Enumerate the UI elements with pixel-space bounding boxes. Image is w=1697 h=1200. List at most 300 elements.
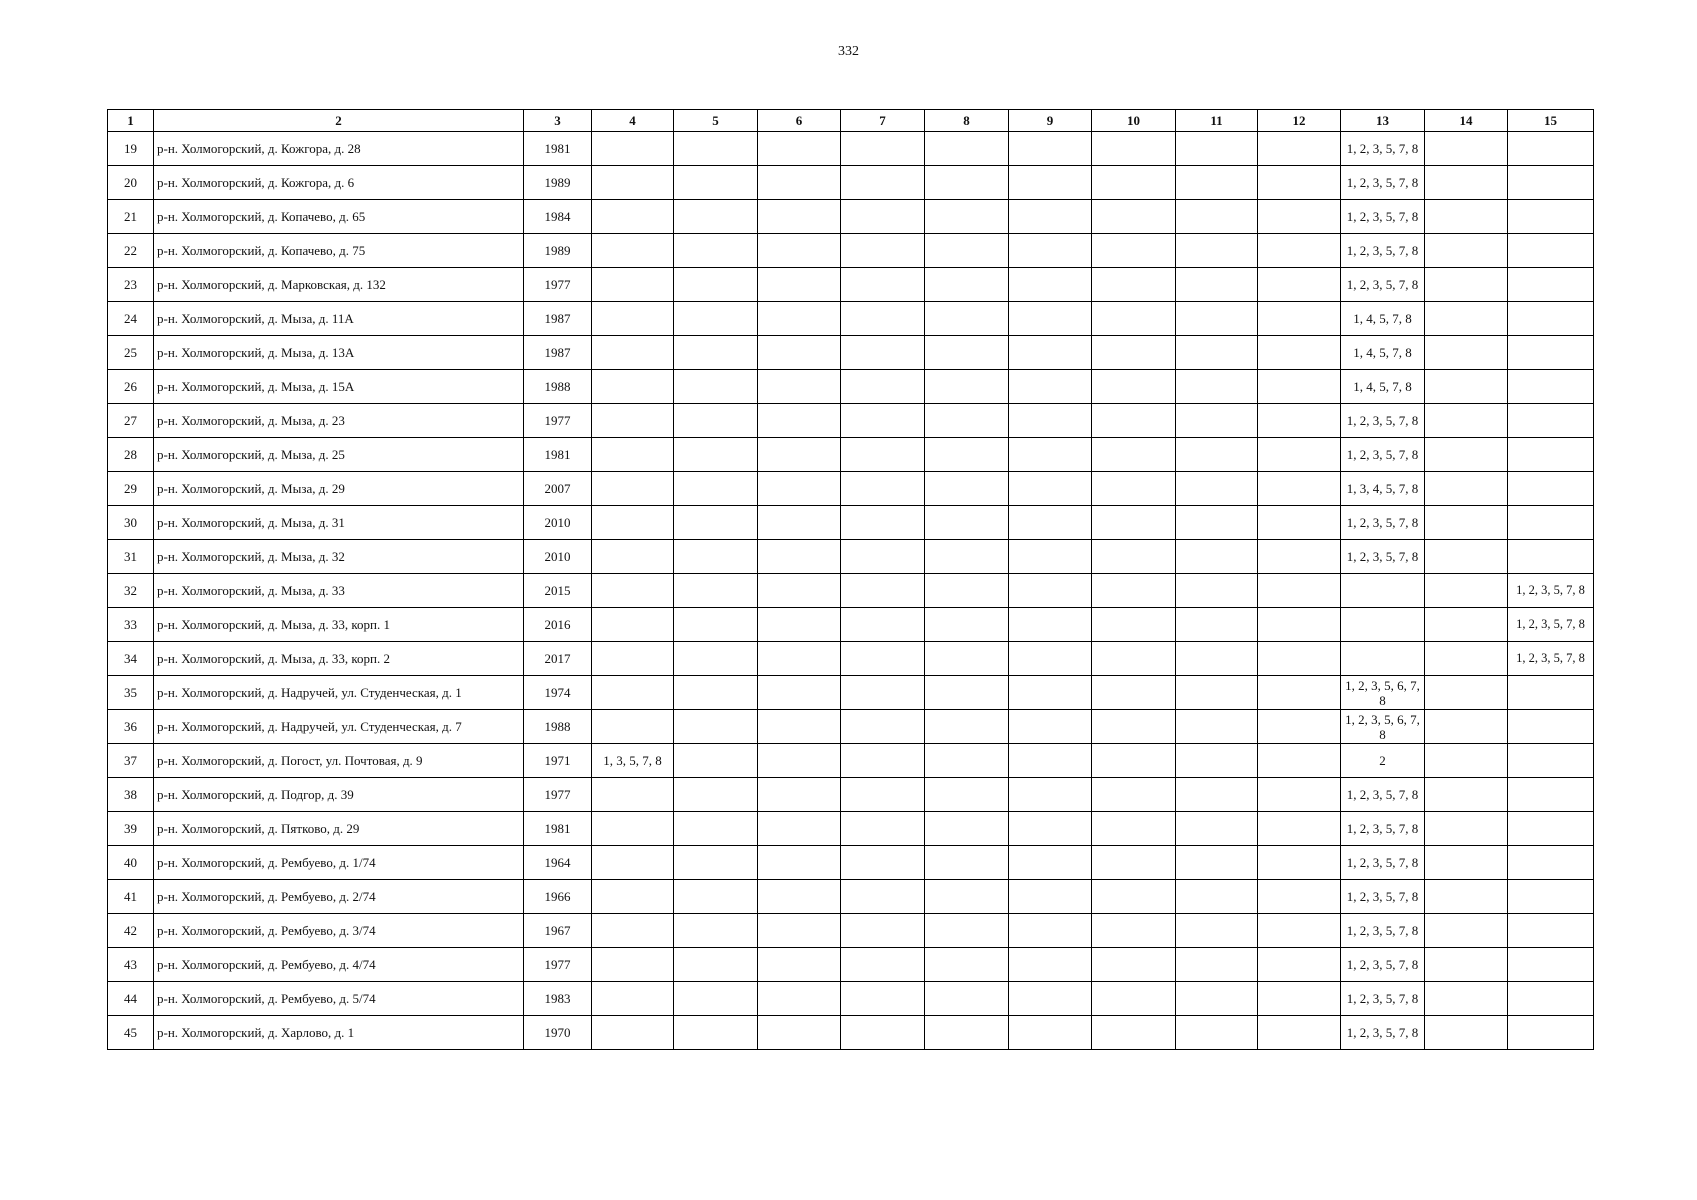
- column-8-cell: [925, 778, 1009, 812]
- column-4-cell: [592, 982, 674, 1016]
- column-5-cell: [674, 370, 758, 404]
- column-6-cell: [758, 778, 841, 812]
- year-cell: 2010: [524, 506, 592, 540]
- column-6-cell: [758, 608, 841, 642]
- column-6-cell: [758, 948, 841, 982]
- table-row: [108, 336, 1594, 370]
- column-10-cell: [1092, 506, 1176, 540]
- column-5-cell: [674, 506, 758, 540]
- column-8-cell: [925, 642, 1009, 676]
- column-10-cell: [1092, 132, 1176, 166]
- column-8-cell: [925, 1016, 1009, 1050]
- table-row: [108, 472, 1594, 506]
- column-12-cell: [1258, 574, 1341, 608]
- column-5-cell: [674, 778, 758, 812]
- column-6-cell: [758, 676, 841, 710]
- column-9-cell: [1009, 370, 1092, 404]
- column-6-cell: [758, 166, 841, 200]
- address-cell: р-н. Холмогорский, д. Мыза, д. 15А: [154, 370, 524, 404]
- address-cell: р-н. Холмогорский, д. Мыза, д. 33: [154, 574, 524, 608]
- column-4-cell: 1, 3, 5, 7, 8: [592, 744, 674, 778]
- address-cell: р-н. Холмогорский, д. Мыза, д. 33, корп. 1: [154, 608, 524, 642]
- column-10-cell: [1092, 370, 1176, 404]
- column-4-cell: [592, 132, 674, 166]
- column-11-cell: [1176, 608, 1258, 642]
- address-cell: р-н. Холмогорский, д. Мыза, д. 33, корп. 2: [154, 642, 524, 676]
- row-number-cell: 42: [108, 914, 154, 948]
- column-10-cell: [1092, 846, 1176, 880]
- column-9-cell: [1009, 506, 1092, 540]
- table-row: [108, 982, 1594, 1016]
- column-12-cell: [1258, 710, 1341, 744]
- column-11-cell: [1176, 336, 1258, 370]
- column-header-11: 11: [1176, 110, 1258, 132]
- column-10-cell: [1092, 268, 1176, 302]
- year-cell: 1981: [524, 812, 592, 846]
- table-row: [108, 132, 1594, 166]
- row-number-cell: 35: [108, 676, 154, 710]
- column-header-7: 7: [841, 110, 925, 132]
- column-6-cell: [758, 370, 841, 404]
- column-4-cell: [592, 778, 674, 812]
- column-15-cell: [1508, 710, 1594, 744]
- column-12-cell: [1258, 1016, 1341, 1050]
- column-13-cell: 1, 2, 3, 5, 7, 8: [1341, 914, 1425, 948]
- column-header-2: 2: [154, 110, 524, 132]
- column-header-9: 9: [1009, 110, 1092, 132]
- column-7-cell: [841, 336, 925, 370]
- column-11-cell: [1176, 642, 1258, 676]
- column-5-cell: [674, 234, 758, 268]
- column-12-cell: [1258, 302, 1341, 336]
- column-9-cell: [1009, 472, 1092, 506]
- row-number-cell: 22: [108, 234, 154, 268]
- column-9-cell: [1009, 948, 1092, 982]
- table-row: [108, 710, 1594, 744]
- column-14-cell: [1425, 880, 1508, 914]
- column-4-cell: [592, 1016, 674, 1050]
- column-8-cell: [925, 472, 1009, 506]
- column-14-cell: [1425, 336, 1508, 370]
- address-cell: р-н. Холмогорский, д. Пятково, д. 29: [154, 812, 524, 846]
- column-header-13: 13: [1341, 110, 1425, 132]
- table-row: [108, 812, 1594, 846]
- column-6-cell: [758, 880, 841, 914]
- column-13-cell: 1, 2, 3, 5, 7, 8: [1341, 880, 1425, 914]
- column-15-cell: 1, 2, 3, 5, 7, 8: [1508, 642, 1594, 676]
- column-5-cell: [674, 744, 758, 778]
- column-12-cell: [1258, 506, 1341, 540]
- column-4-cell: [592, 234, 674, 268]
- header-row: [108, 110, 1594, 132]
- column-11-cell: [1176, 302, 1258, 336]
- column-15-cell: 1, 2, 3, 5, 7, 8: [1508, 608, 1594, 642]
- row-number-cell: 31: [108, 540, 154, 574]
- table-row: [108, 302, 1594, 336]
- column-6-cell: [758, 472, 841, 506]
- row-number-cell: 44: [108, 982, 154, 1016]
- row-number-cell: 39: [108, 812, 154, 846]
- column-6-cell: [758, 302, 841, 336]
- column-13-cell: 1, 2, 3, 5, 7, 8: [1341, 166, 1425, 200]
- column-6-cell: [758, 914, 841, 948]
- column-11-cell: [1176, 880, 1258, 914]
- column-12-cell: [1258, 166, 1341, 200]
- row-number-cell: 36: [108, 710, 154, 744]
- column-15-cell: [1508, 880, 1594, 914]
- column-4-cell: [592, 846, 674, 880]
- column-4-cell: [592, 812, 674, 846]
- column-11-cell: [1176, 778, 1258, 812]
- row-number-cell: 19: [108, 132, 154, 166]
- column-5-cell: [674, 982, 758, 1016]
- column-9-cell: [1009, 404, 1092, 438]
- year-cell: 2010: [524, 540, 592, 574]
- address-cell: р-н. Холмогорский, д. Мыза, д. 29: [154, 472, 524, 506]
- column-13-cell: 1, 2, 3, 5, 6, 7, 8: [1341, 710, 1425, 744]
- address-cell: р-н. Холмогорский, д. Мыза, д. 32: [154, 540, 524, 574]
- column-6-cell: [758, 710, 841, 744]
- column-10-cell: [1092, 336, 1176, 370]
- address-cell: р-н. Холмогорский, д. Мыза, д. 23: [154, 404, 524, 438]
- column-15-cell: [1508, 438, 1594, 472]
- column-8-cell: [925, 710, 1009, 744]
- column-4-cell: [592, 302, 674, 336]
- column-8-cell: [925, 132, 1009, 166]
- column-8-cell: [925, 744, 1009, 778]
- column-14-cell: [1425, 438, 1508, 472]
- column-12-cell: [1258, 846, 1341, 880]
- column-7-cell: [841, 778, 925, 812]
- column-5-cell: [674, 880, 758, 914]
- column-11-cell: [1176, 914, 1258, 948]
- row-number-cell: 32: [108, 574, 154, 608]
- year-cell: 1989: [524, 166, 592, 200]
- column-9-cell: [1009, 846, 1092, 880]
- column-7-cell: [841, 880, 925, 914]
- row-number-cell: 20: [108, 166, 154, 200]
- column-15-cell: [1508, 744, 1594, 778]
- address-cell: р-н. Холмогорский, д. Мыза, д. 13А: [154, 336, 524, 370]
- column-header-15: 15: [1508, 110, 1594, 132]
- column-4-cell: [592, 506, 674, 540]
- column-8-cell: [925, 812, 1009, 846]
- column-8-cell: [925, 438, 1009, 472]
- row-number-cell: 21: [108, 200, 154, 234]
- column-4-cell: [592, 948, 674, 982]
- column-header-5: 5: [674, 110, 758, 132]
- year-cell: 1983: [524, 982, 592, 1016]
- column-7-cell: [841, 438, 925, 472]
- column-14-cell: [1425, 472, 1508, 506]
- column-6-cell: [758, 846, 841, 880]
- column-4-cell: [592, 370, 674, 404]
- column-4-cell: [592, 438, 674, 472]
- column-15-cell: [1508, 778, 1594, 812]
- column-10-cell: [1092, 982, 1176, 1016]
- row-number-cell: 41: [108, 880, 154, 914]
- column-15-cell: [1508, 846, 1594, 880]
- column-14-cell: [1425, 302, 1508, 336]
- column-15-cell: [1508, 200, 1594, 234]
- column-8-cell: [925, 404, 1009, 438]
- column-10-cell: [1092, 574, 1176, 608]
- row-number-cell: 38: [108, 778, 154, 812]
- column-6-cell: [758, 268, 841, 302]
- column-11-cell: [1176, 948, 1258, 982]
- column-4-cell: [592, 336, 674, 370]
- table-row: [108, 370, 1594, 404]
- column-13-cell: 1, 2, 3, 5, 7, 8: [1341, 778, 1425, 812]
- column-5-cell: [674, 166, 758, 200]
- column-11-cell: [1176, 812, 1258, 846]
- column-14-cell: [1425, 1016, 1508, 1050]
- column-7-cell: [841, 234, 925, 268]
- column-12-cell: [1258, 812, 1341, 846]
- column-5-cell: [674, 200, 758, 234]
- column-10-cell: [1092, 540, 1176, 574]
- column-13-cell: 1, 2, 3, 5, 7, 8: [1341, 846, 1425, 880]
- table-row: [108, 608, 1594, 642]
- address-cell: р-н. Холмогорский, д. Надручей, ул. Студенческая, д. 7: [154, 710, 524, 744]
- column-14-cell: [1425, 982, 1508, 1016]
- column-4-cell: [592, 710, 674, 744]
- table-row: [108, 438, 1594, 472]
- column-9-cell: [1009, 812, 1092, 846]
- column-8-cell: [925, 846, 1009, 880]
- column-11-cell: [1176, 982, 1258, 1016]
- column-12-cell: [1258, 914, 1341, 948]
- column-14-cell: [1425, 676, 1508, 710]
- address-cell: р-н. Холмогорский, д. Кожгора, д. 28: [154, 132, 524, 166]
- year-cell: 1981: [524, 438, 592, 472]
- column-14-cell: [1425, 846, 1508, 880]
- column-14-cell: [1425, 234, 1508, 268]
- table-row: [108, 914, 1594, 948]
- column-10-cell: [1092, 404, 1176, 438]
- column-14-cell: [1425, 166, 1508, 200]
- column-7-cell: [841, 948, 925, 982]
- column-6-cell: [758, 540, 841, 574]
- column-header-1: 1: [108, 110, 154, 132]
- row-number-cell: 34: [108, 642, 154, 676]
- column-14-cell: [1425, 404, 1508, 438]
- column-4-cell: [592, 268, 674, 302]
- table-row: [108, 676, 1594, 710]
- column-4-cell: [592, 608, 674, 642]
- column-14-cell: [1425, 914, 1508, 948]
- column-7-cell: [841, 506, 925, 540]
- column-9-cell: [1009, 880, 1092, 914]
- table-row: [108, 778, 1594, 812]
- column-11-cell: [1176, 744, 1258, 778]
- column-13-cell: 1, 2, 3, 5, 7, 8: [1341, 812, 1425, 846]
- column-8-cell: [925, 506, 1009, 540]
- column-12-cell: [1258, 880, 1341, 914]
- column-12-cell: [1258, 132, 1341, 166]
- column-7-cell: [841, 676, 925, 710]
- address-cell: р-н. Холмогорский, д. Подгор, д. 39: [154, 778, 524, 812]
- column-14-cell: [1425, 540, 1508, 574]
- column-9-cell: [1009, 676, 1092, 710]
- column-7-cell: [841, 166, 925, 200]
- column-9-cell: [1009, 234, 1092, 268]
- column-4-cell: [592, 574, 674, 608]
- column-13-cell: 1, 2, 3, 5, 7, 8: [1341, 200, 1425, 234]
- column-4-cell: [592, 914, 674, 948]
- column-10-cell: [1092, 778, 1176, 812]
- column-11-cell: [1176, 710, 1258, 744]
- column-13-cell: 1, 2, 3, 5, 7, 8: [1341, 438, 1425, 472]
- column-9-cell: [1009, 268, 1092, 302]
- column-10-cell: [1092, 608, 1176, 642]
- column-12-cell: [1258, 234, 1341, 268]
- address-cell: р-н. Холмогорский, д. Рембуево, д. 5/74: [154, 982, 524, 1016]
- row-number-cell: 24: [108, 302, 154, 336]
- column-10-cell: [1092, 676, 1176, 710]
- address-cell: р-н. Холмогорский, д. Марковская, д. 132: [154, 268, 524, 302]
- column-9-cell: [1009, 744, 1092, 778]
- column-12-cell: [1258, 540, 1341, 574]
- column-9-cell: [1009, 336, 1092, 370]
- column-8-cell: [925, 982, 1009, 1016]
- address-cell: р-н. Холмогорский, д. Рембуево, д. 2/74: [154, 880, 524, 914]
- column-5-cell: [674, 540, 758, 574]
- address-cell: р-н. Холмогорский, д. Рембуево, д. 4/74: [154, 948, 524, 982]
- column-14-cell: [1425, 268, 1508, 302]
- column-6-cell: [758, 132, 841, 166]
- column-5-cell: [674, 948, 758, 982]
- column-12-cell: [1258, 370, 1341, 404]
- column-15-cell: [1508, 234, 1594, 268]
- year-cell: 1988: [524, 370, 592, 404]
- column-9-cell: [1009, 914, 1092, 948]
- column-7-cell: [841, 744, 925, 778]
- column-6-cell: [758, 812, 841, 846]
- column-14-cell: [1425, 132, 1508, 166]
- column-5-cell: [674, 1016, 758, 1050]
- column-7-cell: [841, 404, 925, 438]
- column-13-cell: 1, 4, 5, 7, 8: [1341, 336, 1425, 370]
- column-12-cell: [1258, 744, 1341, 778]
- year-cell: 1977: [524, 778, 592, 812]
- column-5-cell: [674, 676, 758, 710]
- column-15-cell: [1508, 676, 1594, 710]
- column-6-cell: [758, 404, 841, 438]
- column-15-cell: [1508, 506, 1594, 540]
- column-9-cell: [1009, 982, 1092, 1016]
- column-9-cell: [1009, 132, 1092, 166]
- column-5-cell: [674, 846, 758, 880]
- column-13-cell: 1, 2, 3, 5, 7, 8: [1341, 1016, 1425, 1050]
- table-row: [108, 540, 1594, 574]
- column-5-cell: [674, 132, 758, 166]
- year-cell: 1989: [524, 234, 592, 268]
- column-7-cell: [841, 982, 925, 1016]
- year-cell: 1981: [524, 132, 592, 166]
- column-13-cell: 1, 2, 3, 5, 7, 8: [1341, 948, 1425, 982]
- year-cell: 2017: [524, 642, 592, 676]
- column-7-cell: [841, 540, 925, 574]
- address-cell: р-н. Холмогорский, д. Рембуево, д. 1/74: [154, 846, 524, 880]
- row-number-cell: 26: [108, 370, 154, 404]
- column-11-cell: [1176, 472, 1258, 506]
- column-9-cell: [1009, 1016, 1092, 1050]
- column-7-cell: [841, 472, 925, 506]
- column-6-cell: [758, 1016, 841, 1050]
- column-8-cell: [925, 880, 1009, 914]
- year-cell: 1970: [524, 1016, 592, 1050]
- column-10-cell: [1092, 642, 1176, 676]
- column-5-cell: [674, 472, 758, 506]
- column-13-cell: 1, 2, 3, 5, 7, 8: [1341, 132, 1425, 166]
- row-number-cell: 45: [108, 1016, 154, 1050]
- address-cell: р-н. Холмогорский, д. Мыза, д. 25: [154, 438, 524, 472]
- table-row: [108, 268, 1594, 302]
- column-4-cell: [592, 404, 674, 438]
- column-14-cell: [1425, 744, 1508, 778]
- address-cell: р-н. Холмогорский, д. Надручей, ул. Студенческая, д. 1: [154, 676, 524, 710]
- column-7-cell: [841, 1016, 925, 1050]
- column-10-cell: [1092, 438, 1176, 472]
- column-15-cell: [1508, 336, 1594, 370]
- column-13-cell: 1, 2, 3, 5, 6, 7, 8: [1341, 676, 1425, 710]
- column-5-cell: [674, 710, 758, 744]
- table-row: [108, 234, 1594, 268]
- column-13-cell: 1, 2, 3, 5, 7, 8: [1341, 404, 1425, 438]
- column-15-cell: [1508, 914, 1594, 948]
- column-5-cell: [674, 812, 758, 846]
- column-7-cell: [841, 200, 925, 234]
- column-12-cell: [1258, 948, 1341, 982]
- column-11-cell: [1176, 1016, 1258, 1050]
- column-5-cell: [674, 914, 758, 948]
- column-9-cell: [1009, 200, 1092, 234]
- year-cell: 2007: [524, 472, 592, 506]
- year-cell: 1977: [524, 404, 592, 438]
- column-14-cell: [1425, 778, 1508, 812]
- row-number-cell: 40: [108, 846, 154, 880]
- column-8-cell: [925, 370, 1009, 404]
- column-13-cell: 1, 2, 3, 5, 7, 8: [1341, 540, 1425, 574]
- column-4-cell: [592, 642, 674, 676]
- column-5-cell: [674, 642, 758, 676]
- row-number-cell: 30: [108, 506, 154, 540]
- table-row: [108, 506, 1594, 540]
- column-header-8: 8: [925, 110, 1009, 132]
- column-11-cell: [1176, 404, 1258, 438]
- column-13-cell: 1, 2, 3, 5, 7, 8: [1341, 506, 1425, 540]
- column-7-cell: [841, 914, 925, 948]
- column-8-cell: [925, 574, 1009, 608]
- address-cell: р-н. Холмогорский, д. Харлово, д. 1: [154, 1016, 524, 1050]
- column-header-14: 14: [1425, 110, 1508, 132]
- column-header-6: 6: [758, 110, 841, 132]
- column-9-cell: [1009, 302, 1092, 336]
- column-11-cell: [1176, 676, 1258, 710]
- column-5-cell: [674, 438, 758, 472]
- column-7-cell: [841, 370, 925, 404]
- column-15-cell: [1508, 370, 1594, 404]
- column-7-cell: [841, 710, 925, 744]
- column-header-3: 3: [524, 110, 592, 132]
- year-cell: 1964: [524, 846, 592, 880]
- column-13-cell: 1, 2, 3, 5, 7, 8: [1341, 982, 1425, 1016]
- column-9-cell: [1009, 608, 1092, 642]
- column-6-cell: [758, 574, 841, 608]
- column-6-cell: [758, 744, 841, 778]
- column-6-cell: [758, 336, 841, 370]
